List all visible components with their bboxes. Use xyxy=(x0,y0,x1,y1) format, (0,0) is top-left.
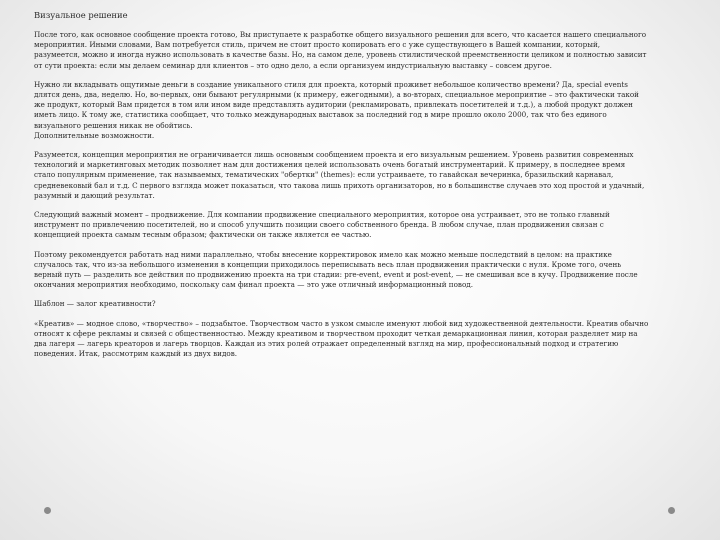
right-bullet-decoration-icon xyxy=(668,507,675,514)
text-line: стало популярным применение, так называемых, тематических "обертки" (themes): если устраиваете, то гавайская вечеринка, бразильский карнавал, xyxy=(34,170,614,180)
text-line: Нужно ли вкладывать ощутимые деньги в создание уникального стиля для проекта, который проживет небольшое количество времени? Да, special events xyxy=(34,79,628,89)
paragraph-template-heading xyxy=(34,299,694,309)
text-line: поведения. Итак, рассмотрим каждый из двух видов. xyxy=(34,349,238,359)
text-line: же продукт, который Вам придется в том или ином виде представлять аудитории (рекламировать, привлекать посетителей и т.д.), а любой продукт должен xyxy=(34,100,633,110)
text-line: случалось так, что из-за небольшого изменения в концепции приходилось переписывать весь план продвижения практически с нуля. Кроме того, очень xyxy=(34,259,622,269)
text-line: средневековый бал и т.д. С первого взгляда может показаться, что такова лишь прихоть организаторов, но в большинстве случаев это ход простой и удачный, xyxy=(34,180,645,190)
text-line: окончания мероприятия необходимо, поскольку сам финал проекта — это уже отличный информационный повод. xyxy=(34,280,474,290)
text-line: мероприятия. Иными словами, Вам потребуется стиль, причем не стоит просто копировать его с уже существующего в Вашей компании, который, xyxy=(34,40,601,50)
text-line: «Креатив» — модное слово, «творчество» – подзабытое. Творчеством часто в узком смысле именуют любой вид художественной деятельности. Креатив обычно xyxy=(34,318,649,328)
text-line: два лагеря — лагерь креаторов и лагерь творцов. Каждая из этих ролей отражает определенный взгляд на мир, профессиональный подход и стратегию xyxy=(34,339,619,349)
text-line: технологий и маркетинговых методик позволяет нам для достижения целей использовать очень богатый инструментарий. К примеру, в последнее время xyxy=(34,160,626,170)
paragraph-unique-style xyxy=(34,80,694,141)
section-heading: Шаблон — залог креативности? xyxy=(34,299,156,309)
paragraph-creative xyxy=(34,319,694,360)
paragraph-promotion xyxy=(34,210,694,241)
text-line: верный путь — разделить все действия по продвижению проекта на три стадии: pre-event, event и post-event, — не смешивая все в кучу. Продвижение после xyxy=(34,270,638,280)
text-line: иметь лицо. К тому же, статистика сообщает, что только международных выставок за последний год в мире прошло около 2000, так что без единого xyxy=(34,110,607,120)
section-heading: Дополнительные возможности. xyxy=(34,130,155,140)
text-line: разумеется, можно и иногда нужно использовать в качестве базы. Но, на самом деле, уровень стилистической преемственности целиком и полностью зависит xyxy=(34,50,647,60)
paragraph-concept xyxy=(34,150,694,201)
text-line: относят к сфере рекламы и связей с общественностью. Между креативом и творчеством проходит четкая демаркационная линия, которая разделяет мир на xyxy=(34,328,638,338)
text-line: После того, как основное сообщение проекта готово, Вы приступаете к разработке общего визуального решения для всего, что касается нашего специального xyxy=(34,30,647,39)
left-bullet-decoration-icon xyxy=(44,507,51,514)
page-title: Визуальное решение xyxy=(34,10,128,20)
text-line: Разумеется, концепция мероприятия не ограничивается лишь основным сообщением проекта и его визуальным решением. Уровень развития современных xyxy=(34,150,634,160)
text-line: длятся день, два, неделю. Но, во-первых, они бывают регулярными (к примеру, ежегодными), а во-вторых, специальное мероприятие – это фактически такой xyxy=(34,90,639,100)
text-line: визуального решения никак не обойтись. xyxy=(34,120,193,130)
text-line: Поэтому рекомендуется работать над ними параллельно, чтобы внесение корректировок имело как можно меньше последствий в целом: на практике xyxy=(34,249,612,259)
text-line: от сути проекта: если мы делаем семинар для клиентов – это одно дело, а если организуем индустриальную выставку – совсем другое. xyxy=(34,60,552,70)
text-line: Следующий важный момент – продвижение. Для компании продвижение специального мероприятия, которое она устраивает, это не только главный xyxy=(34,210,610,220)
text-line: концепцией проекта самым тесным образом; фактически он также является ее частью. xyxy=(34,230,372,240)
paragraph-parallel-work xyxy=(34,250,694,291)
paragraph-intro xyxy=(34,30,694,71)
slide-content xyxy=(34,10,694,450)
text-line: инструмент по привлечению посетителей, но и способ улучшить позиции своего собственного бренда. В любом случае, план продвижения связан с xyxy=(34,220,604,230)
text-line: разумный и дающий результат. xyxy=(34,190,155,200)
